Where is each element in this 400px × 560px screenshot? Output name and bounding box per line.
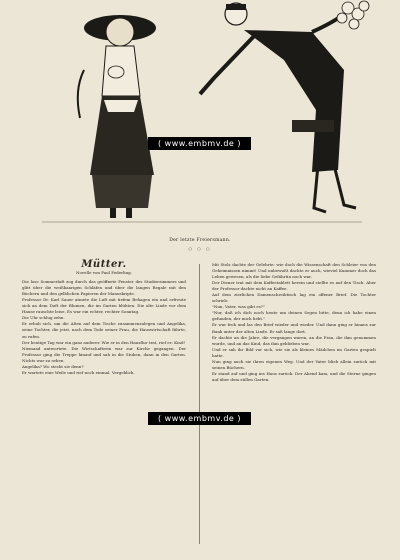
- paragraph: "Nun, Vater, was gibt es?": [212, 304, 265, 310]
- paragraph: Angelika? Wo steckt sie denn?: [22, 363, 84, 369]
- paragraph: Er stand auf und ging ins Haus zurück. Der Abend kam, und die Sterne gingen auf über dem stillen Garten.: [212, 370, 376, 382]
- paragraph: Mit Stolz dachte der Gelehrte: wie doch die Wissenschaft den Schleier von den Geheimnissen nimmt! Und unbewußt dachte er auch, wieviel Kummer doch das Leben gewesen, als die liebe Gefährtin noch war.: [212, 262, 376, 280]
- flower-bouquet: [337, 1, 369, 29]
- paragraph: Nun ging auch sie ihren eigenen Weg. Und der Vater blieb allein zurück mit seinen Büchern.: [212, 358, 376, 370]
- illustration-last-suitor: [22, 0, 378, 235]
- paragraph: Der Diener trat mit dem Kaffeetablett herein und stellte es auf den Tisch. Aber der Professor dachte nicht an Kaffee.: [212, 280, 376, 292]
- column-divider: [199, 264, 200, 544]
- woman-figure: [78, 15, 156, 218]
- skeleton-suitor: [200, 3, 356, 212]
- paragraph: Auf dem zierlichen Damenschreibtisch lag ein offener Brief. Die Tochter schrieb:: [212, 292, 376, 304]
- illustration-caption: Der letzte Freiersmann.: [169, 238, 231, 243]
- paragraph: Professor Dr. Karl Sauer atmete die Luft mit tiefem Behagen ein und erfreute sich an dem Duft der Blumen, die im Garten blühten. Die alte Linde vor dem Hause rauschte leise. Es war ein echter, rechter Sonntag.: [22, 297, 186, 315]
- paragraph: Er wartete eine Weile und rief noch einmal. Vergeblich.: [22, 369, 135, 375]
- paragraph: Er erhob sich, um die Alten auf dem Tische zusammenzulegen und Angelika, seine Tochter, die jetzt, nach dem Tode seiner Frau, die Hauswirtschaft führte, zu rufen.: [22, 321, 186, 339]
- ornament-divider: ○ ○ ○: [188, 246, 212, 251]
- paragraph: Niemand antwortete. Die Wirtschafterin war zur Kirche gegangen. Der Professor ging die Treppe hinauf und sah in die Stuben, dann in den Garten. Nichts war zu sehen.: [22, 345, 186, 363]
- paragraph: Und er sah ihr Bild vor sich, wie sie als kleines Mädchen im Garten gespielt hatte.: [212, 346, 376, 358]
- paragraph: Der heutige Tag war ein ganz anderer. Wie er in den Hausflur trat, rief er: Kind!: [22, 339, 186, 345]
- watermark: ( www.embmv.de ): [148, 137, 251, 150]
- article-title: Mütter.: [81, 259, 127, 270]
- paragraph: Die Uhr schlug zehn.: [22, 315, 65, 321]
- paragraph: Er dachte an die Jahre, die vergangen waren, an die Frau, die ihm genommen wurde, und an das Kind, das ihm geblieben war.: [212, 334, 376, 346]
- paragraph: "Nur, daß ich dich noch heute um deinen Segen bitte, denn ich habe einen gefunden, der mich liebt.": [212, 310, 376, 322]
- article-column-right: [212, 262, 376, 383]
- paragraph: Er war froh und las den Brief wieder und wieder. Und dann ging er hinaus zur Bank unter der alten Linde. Er saß lange dort.: [212, 322, 376, 334]
- paragraph: Die lose Sommerluft zog durch das geöffnete Fenster des Studierzimmers und glitt über die weißhaarigen Schläfen und über die langen Regale mit den Büchern und den gelblichen Papieren der Manuskripte.: [22, 279, 186, 297]
- article-subtitle: Novelle von Paul Federling.: [75, 270, 132, 276]
- article-column-left: [22, 259, 186, 376]
- watermark: ( www.embmv.de ): [148, 412, 251, 425]
